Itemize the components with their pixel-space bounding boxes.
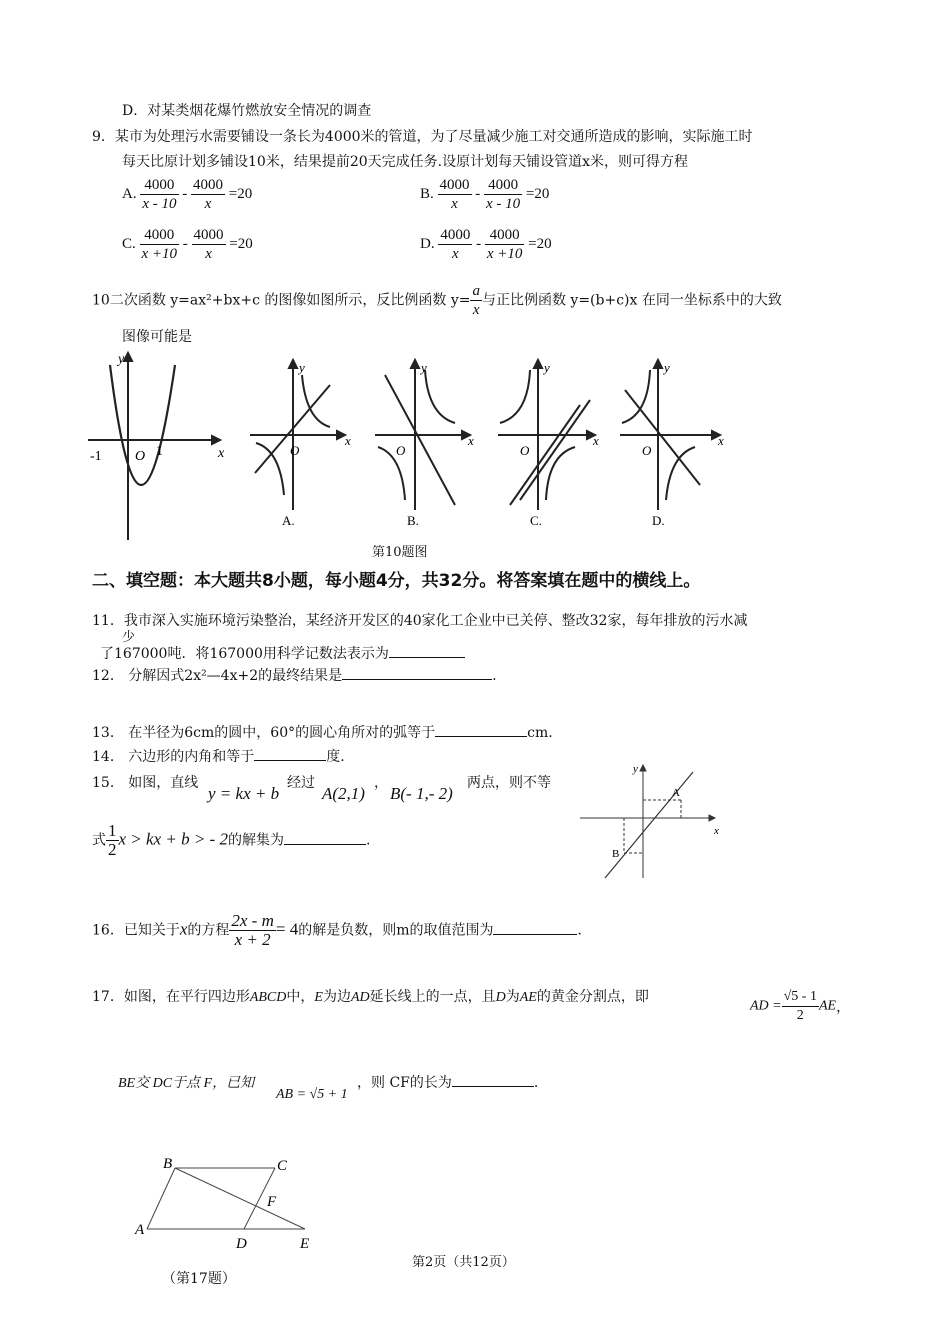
q11-overflow-char: 少 (122, 630, 136, 645)
option-label: A. (122, 185, 137, 202)
vertex-label-b: B (163, 1156, 173, 1172)
q15-line2: 式 $\frac{1}{2}$ x > kx + b > - 2的解集为 . (92, 821, 371, 859)
answer-blank (284, 830, 366, 845)
fraction: $\frac{4000}{x +10}$ (486, 227, 523, 262)
section-heading: 二、填空题：本大题共8小题，每小题4分，共32分。将答案填在题中的横线上。 (92, 571, 701, 591)
axis-label-x: x (218, 446, 225, 461)
vertex-label-c: C (277, 1158, 288, 1174)
point-label-b: B (612, 848, 620, 860)
axis-label-y: y (118, 352, 125, 367)
q10-line1: 10二次函数 y=ax²+bx+c 的图像如图所示，反比例函数 y= $\frac{a}{x}$ 与正比例函数 y=(b+c)x 在同一坐标系中的大致 (92, 283, 782, 318)
q17-golden-ratio-eq: AD = $\frac{√5 - 1}{2}$ AE， (750, 989, 851, 1023)
choice-label-a: A. (282, 513, 295, 528)
axis-label-x: x (345, 433, 351, 448)
q10-caption: 第10题图 (372, 545, 428, 560)
vertex-label-a: A (135, 1222, 145, 1238)
q15-line-equation: y = kx + b (208, 784, 280, 803)
q17-line2: BE交 DC于点 F，已知 (118, 1076, 255, 1091)
point-label-a: A (672, 787, 680, 799)
fraction: $\frac{1}{2}$ (108, 821, 117, 859)
q15-figure (575, 760, 725, 880)
q16: 16．已知关于x的方程 $\frac{2x - m}{x + 2}$ = 4的解是负数，则m的取值范围为 . (92, 911, 582, 949)
q9-option-b: B. $\frac{4000}{x}$ - $\frac{4000}{x - 10}$ =20 (420, 177, 550, 212)
point-label-f: F (267, 1194, 277, 1210)
q17-caption: （第17题） (162, 1271, 236, 1287)
choice-graph-a (250, 360, 345, 510)
choice-label-c: C. (530, 513, 542, 528)
q15-comma: ， (374, 775, 388, 791)
axis-label-x: x (593, 433, 599, 448)
q17-line2-end: ，则 CF的长为 . (357, 1072, 538, 1092)
q9-option-c: C. $\frac{4000}{x +10}$ - $\frac{4000}{x}$ =20 (122, 227, 253, 262)
q9-option-a: A. $\frac{4000}{x - 10}$ - $\frac{4000}{x}$ =20 (122, 177, 253, 212)
q15-point-b: B(- 1,- 2) (390, 784, 453, 803)
option-label: B. (420, 185, 434, 202)
x-axis-arrow (709, 815, 715, 821)
q15-line1: 15． 如图，直线 (92, 775, 199, 791)
fraction: $\frac{4000}{x - 10}$ (486, 177, 521, 212)
page-number: 第2页（共12页） (412, 1255, 515, 1270)
q17-line1: 17．如图，在平行四边形ABCD中，E为边AD延长线上的一点，且D为AE的黄金分割点，即 (92, 989, 649, 1005)
axis-label-y: y (299, 360, 305, 375)
fraction: $\frac{4000}{x}$ (440, 227, 471, 262)
parabola-graph (88, 353, 220, 540)
fraction: $\frac{4000}{x}$ (193, 177, 223, 212)
fraction: $\frac{4000}{x +10}$ (141, 227, 178, 262)
axis-label-y: y (664, 360, 670, 375)
axis-label-x: x (718, 433, 724, 448)
q13: 13． 在半径为6cm的圆中，60°的圆心角所对的弧等于 cm. (92, 722, 553, 742)
q15-passes: 经过 (287, 775, 315, 791)
origin-label: O (396, 443, 406, 458)
option-label: C. (122, 235, 136, 252)
q15-line1-end: 两点，则不等 (467, 775, 551, 791)
vertex-label-d: D (236, 1236, 247, 1252)
fraction: $\frac{4000}{x}$ (193, 227, 224, 262)
tick-label-neg1: -1 (90, 449, 102, 464)
answer-blank (389, 643, 465, 658)
option-label: D. (420, 235, 435, 252)
q11-line2: 了167000吨．将167000用科学记数法表示为 (100, 643, 465, 663)
axis-label-x: x (714, 825, 719, 837)
choice-graph-d (620, 360, 720, 510)
choice-label-b: B. (407, 513, 419, 528)
answer-blank (342, 665, 492, 680)
q9-line2: 每天比原计划多铺设10米，结果提前20天完成任务.设原计划每天铺设管道x米，则可得方程 (122, 154, 688, 170)
line-be (175, 1168, 305, 1229)
answer-blank (493, 920, 577, 935)
choice-label-d: D. (652, 513, 665, 528)
origin-label: O (135, 449, 146, 464)
q15-point-a: A(2,1) (322, 784, 365, 803)
q14: 14． 六边形的内角和等于 度. (92, 746, 345, 766)
q9-line1: 9．某市为处理污水需要铺设一条长为4000米的管道，为了尽量减少施工对交通所造成的影响，实际施工时 (92, 129, 753, 145)
q10-figure (80, 345, 730, 545)
fraction: $\frac{a}{x}$ (472, 283, 480, 318)
q17-figure (125, 1150, 325, 1255)
origin-label: O (642, 443, 652, 458)
answer-blank (254, 746, 326, 761)
origin-label: O (290, 443, 300, 458)
fraction: $\frac{√5 - 1}{2}$ (783, 989, 817, 1023)
axis-label-x: x (468, 433, 474, 448)
origin-label: O (520, 443, 530, 458)
q17-ab-value: AB = √5 + 1 (276, 1087, 348, 1102)
q12: 12． 分解因式2x²—4x+2的最终结果是 . (92, 665, 497, 685)
answer-blank (452, 1072, 534, 1087)
fraction: $\frac{4000}{x}$ (439, 177, 470, 212)
side-ab (147, 1168, 175, 1229)
axis-label-y: y (633, 763, 638, 775)
choice-graph-b (375, 360, 470, 510)
axis-label-y: y (421, 360, 427, 375)
q9-option-d: D. $\frac{4000}{x}$ - $\frac{4000}{x +10}$ =20 (420, 227, 552, 262)
fraction: $\frac{2x - m}{x + 2}$ (231, 911, 274, 949)
axis-label-y: y (544, 360, 550, 375)
q10-line2: 图像可能是 (122, 329, 192, 345)
vertex-label-e: E (300, 1236, 310, 1252)
answer-blank (435, 722, 527, 737)
fraction: $\frac{4000}{x - 10}$ (142, 177, 177, 212)
y-axis-arrow (640, 765, 646, 771)
q11-line1: 11．我市深入实施环境污染整治，某经济开发区的40家化工企业中已关停、整改32家，每年排放的污水减 (92, 613, 748, 629)
choice-graph-c (498, 360, 595, 510)
tick-label-1: 1 (156, 444, 163, 459)
q8-option-d: D．对某类烟花爆竹燃放安全情况的调查 (122, 103, 372, 119)
